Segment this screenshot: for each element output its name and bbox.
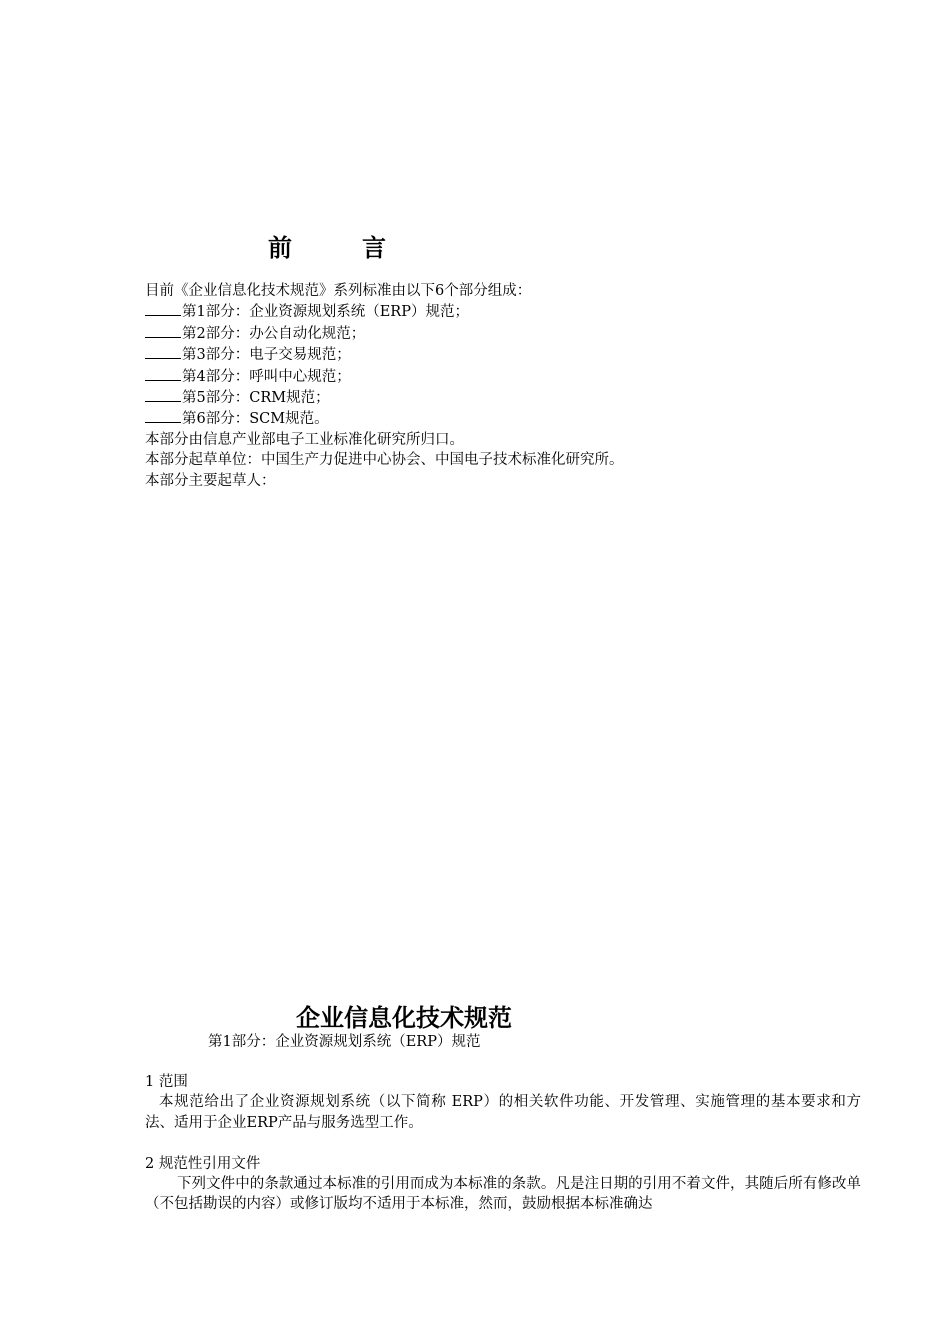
- blank-underline: [145, 301, 181, 316]
- document-title: 企业信息化技术规范: [296, 1003, 512, 1032]
- preface-title-left: 前: [268, 233, 292, 262]
- preface-part-item: [145, 366, 865, 387]
- part-label: 第1部分：企业资源规划系统（ERP）规范；: [182, 304, 469, 321]
- blank-underline: [145, 323, 181, 338]
- blank-underline: [145, 387, 181, 402]
- blank-underline: [145, 408, 181, 423]
- document-subtitle: 第1部分：企业资源规划系统（ERP）规范: [208, 1034, 481, 1050]
- section-heading-references: 2 规范性引用文件: [145, 1155, 261, 1172]
- preface-drafters: 本部分主要起草人：: [145, 472, 276, 489]
- part-label: 第5部分：CRM规范；: [182, 390, 330, 407]
- preface-title: [268, 232, 386, 264]
- document-sections: [145, 1072, 861, 1215]
- preface-drafting-units: 本部分起草单位：中国生产力促进中心协会、中国电子技术标准化研究所。: [145, 452, 624, 469]
- preface-owner: 本部分由信息产业部电子工业标准化研究所归口。: [145, 431, 464, 448]
- section-body-references: 下列文件中的条款通过本标准的引用而成为本标准的条款。凡是注日期的引用不着文件，其随后所有修改单（不包括勘误的内容）或修订版均不适用于本标准，然而，鼓励根据本标准确达: [145, 1176, 861, 1213]
- preface-part-item: [145, 301, 865, 322]
- preface-part-item: [145, 387, 865, 408]
- part-label: 第6部分：SCM规范。: [182, 411, 329, 428]
- blank-underline: [145, 344, 181, 359]
- preface-part-item: [145, 408, 865, 429]
- preface-intro: 目前《企业信息化技术规范》系列标准由以下6个部分组成：: [145, 283, 532, 299]
- part-label: 第3部分：电子交易规范；: [182, 347, 351, 364]
- section-heading-scope: 1 范围: [145, 1074, 188, 1090]
- part-label: 第4部分：呼叫中心规范；: [182, 368, 351, 385]
- preface-title-right: 言: [362, 233, 386, 262]
- preface-body: [145, 281, 865, 491]
- preface-part-item: [145, 323, 865, 344]
- preface-part-item: [145, 344, 865, 365]
- part-label: 第2部分：办公自动化规范；: [182, 325, 366, 342]
- section-body-scope: 本规范给出了企业资源规划系统（以下简称 ERP）的相关软件功能、开发管理、实施管理的基本要求和方法、适用于企业ERP产品与服务选型工作。: [145, 1094, 861, 1131]
- blank-underline: [145, 366, 181, 381]
